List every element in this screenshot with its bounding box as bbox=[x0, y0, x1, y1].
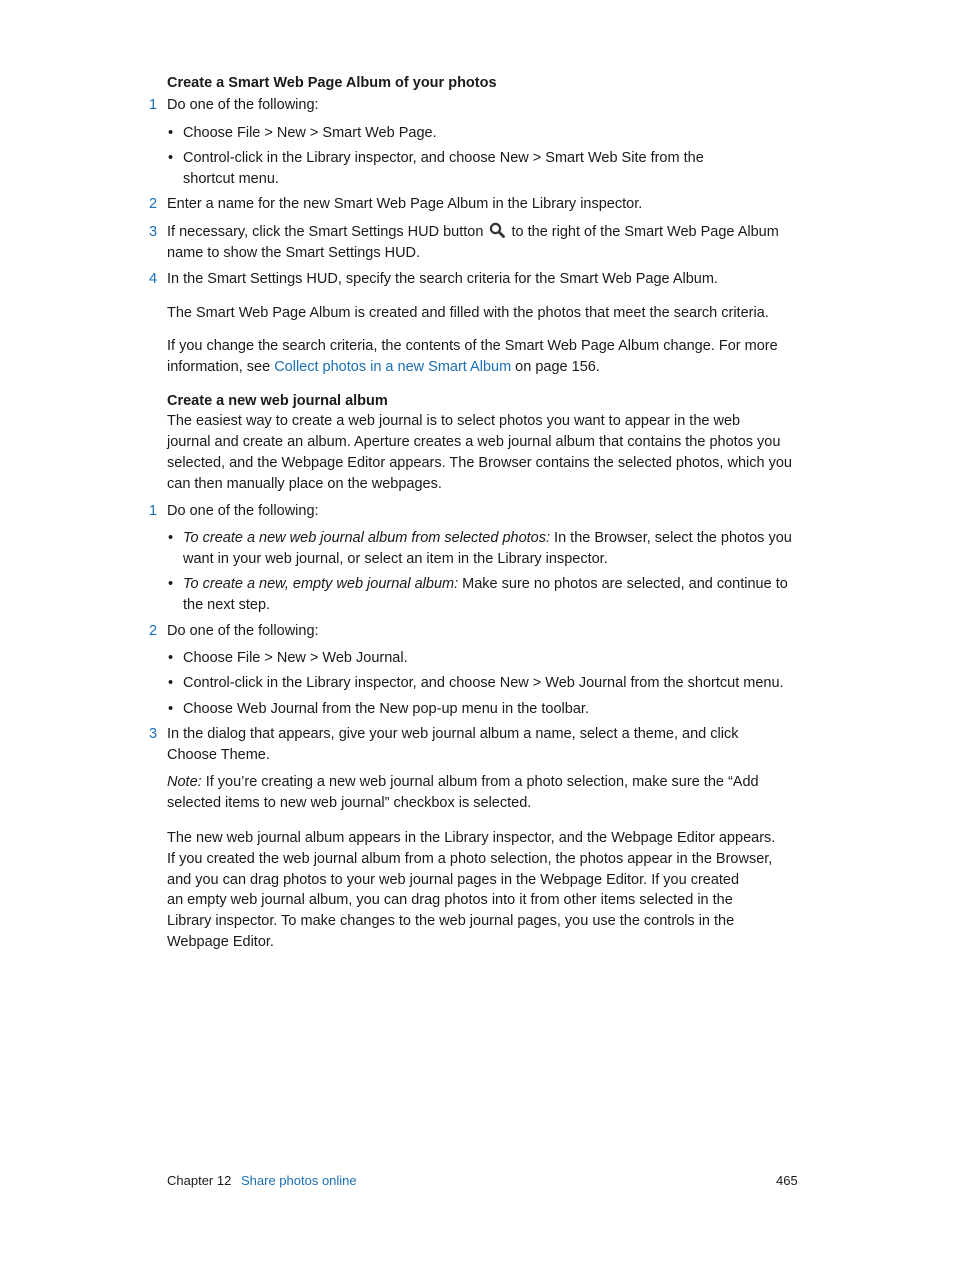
section-heading-web-journal: Create a new web journal album bbox=[167, 393, 388, 409]
step-text: In the Smart Settings HUD, specify the search criteria for the Smart Web Page Album. bbox=[167, 271, 718, 287]
step-number: 4 bbox=[149, 271, 158, 287]
bullet-marker: • bbox=[168, 125, 174, 141]
bullet-text: want in your web journal, or select an item in the Library inspector. bbox=[183, 551, 608, 567]
bullet-marker: • bbox=[168, 530, 174, 546]
bullet-marker: • bbox=[168, 675, 174, 691]
bullet-rest: Make sure no photos are selected, and continue to bbox=[458, 576, 788, 592]
bullet-marker: • bbox=[168, 701, 174, 717]
step-number: 1 bbox=[149, 97, 158, 113]
paragraph-part: on page 156. bbox=[511, 359, 600, 375]
paragraph: an empty web journal album, you can drag photos into it from other items selected in the bbox=[167, 892, 733, 908]
paragraph: The Smart Web Page Album is created and filled with the photos that meet the search criteria. bbox=[167, 305, 769, 321]
bullet-text bbox=[183, 528, 792, 549]
step-text: Choose Theme. bbox=[167, 747, 270, 763]
step-number: 2 bbox=[149, 623, 158, 639]
paragraph: If you change the search criteria, the contents of the Smart Web Page Album change. For more bbox=[167, 338, 778, 354]
footer-chapter: Chapter 12 bbox=[167, 1173, 232, 1188]
bullet-text: Choose File > New > Web Journal. bbox=[183, 650, 408, 666]
paragraph: If you created the web journal album from a photo selection, the photos appear in the Browser, bbox=[167, 851, 773, 867]
bullet-italic: To create a new, empty web journal album: bbox=[183, 576, 459, 592]
step-text: In the dialog that appears, give your web journal album a name, select a theme, and click bbox=[167, 726, 739, 742]
bullet-text: Choose Web Journal from the New pop-up menu in the toolbar. bbox=[183, 701, 589, 717]
paragraph: The easiest way to create a web journal is to select photos you want to appear in the web bbox=[167, 413, 741, 429]
note: selected items to new web journal” checkbox is selected. bbox=[167, 795, 532, 811]
bullet-text bbox=[183, 574, 788, 595]
search-icon bbox=[489, 222, 505, 238]
step-number: 3 bbox=[149, 224, 158, 240]
bullet-text: the next step. bbox=[183, 597, 271, 613]
step-text: name to show the Smart Settings HUD. bbox=[167, 245, 421, 261]
step-text-part: to the right of the Smart Web Page Album bbox=[511, 224, 779, 240]
bullet-marker: • bbox=[168, 576, 174, 592]
bullet-text: Control-click in the Library inspector, and choose New > Smart Web Site from the bbox=[183, 150, 704, 166]
note-label: Note: bbox=[167, 774, 202, 790]
bullet-italic: To create a new web journal album from selected photos: bbox=[183, 530, 551, 546]
paragraph: can then manually place on the webpages. bbox=[167, 476, 442, 492]
step-text bbox=[167, 222, 779, 243]
footer-chapter-title-link[interactable]: Share photos online bbox=[241, 1173, 357, 1188]
note bbox=[167, 772, 759, 793]
bullet-rest: In the Browser, select the photos you bbox=[550, 530, 792, 546]
step-number: 3 bbox=[149, 726, 158, 742]
bullet-text: Choose File > New > Smart Web Page. bbox=[183, 125, 437, 141]
paragraph-part: information, see bbox=[167, 359, 275, 375]
bullet-text: Control-click in the Library inspector, and choose New > Web Journal from the shortcut menu. bbox=[183, 675, 784, 691]
paragraph: selected, and the Webpage Editor appears. The Browser contains the selected photos, which you bbox=[167, 455, 792, 471]
paragraph: The new web journal album appears in the Library inspector, and the Webpage Editor appears. bbox=[167, 830, 776, 846]
step-number: 2 bbox=[149, 196, 158, 212]
page-number: 465 bbox=[776, 1173, 798, 1188]
section-heading-smart-web-page: Create a Smart Web Page Album of your photos bbox=[167, 75, 497, 91]
step-text: Do one of the following: bbox=[167, 97, 319, 113]
step-number: 1 bbox=[149, 503, 158, 519]
step-text: Do one of the following: bbox=[167, 503, 319, 519]
note-text: If you’re creating a new web journal album from a photo selection, make sure the “Add bbox=[201, 774, 759, 790]
bullet-marker: • bbox=[168, 650, 174, 666]
paragraph: and you can drag photos to your web journal pages in the Webpage Editor. If you created bbox=[167, 872, 740, 888]
paragraph: Webpage Editor. bbox=[167, 934, 274, 950]
bullet-marker: • bbox=[168, 150, 174, 166]
paragraph: Library inspector. To make changes to the web journal pages, you use the controls in the bbox=[167, 913, 735, 929]
collect-photos-link[interactable]: Collect photos in a new Smart Album bbox=[274, 359, 512, 375]
paragraph: journal and create an album. Aperture creates a web journal album that contains the photos you bbox=[167, 434, 781, 450]
step-text: Enter a name for the new Smart Web Page Album in the Library inspector. bbox=[167, 196, 643, 212]
step-text: Do one of the following: bbox=[167, 623, 319, 639]
paragraph bbox=[167, 357, 600, 378]
bullet-text: shortcut menu. bbox=[183, 171, 279, 187]
step-text-part: If necessary, click the Smart Settings HUD button bbox=[167, 224, 484, 240]
